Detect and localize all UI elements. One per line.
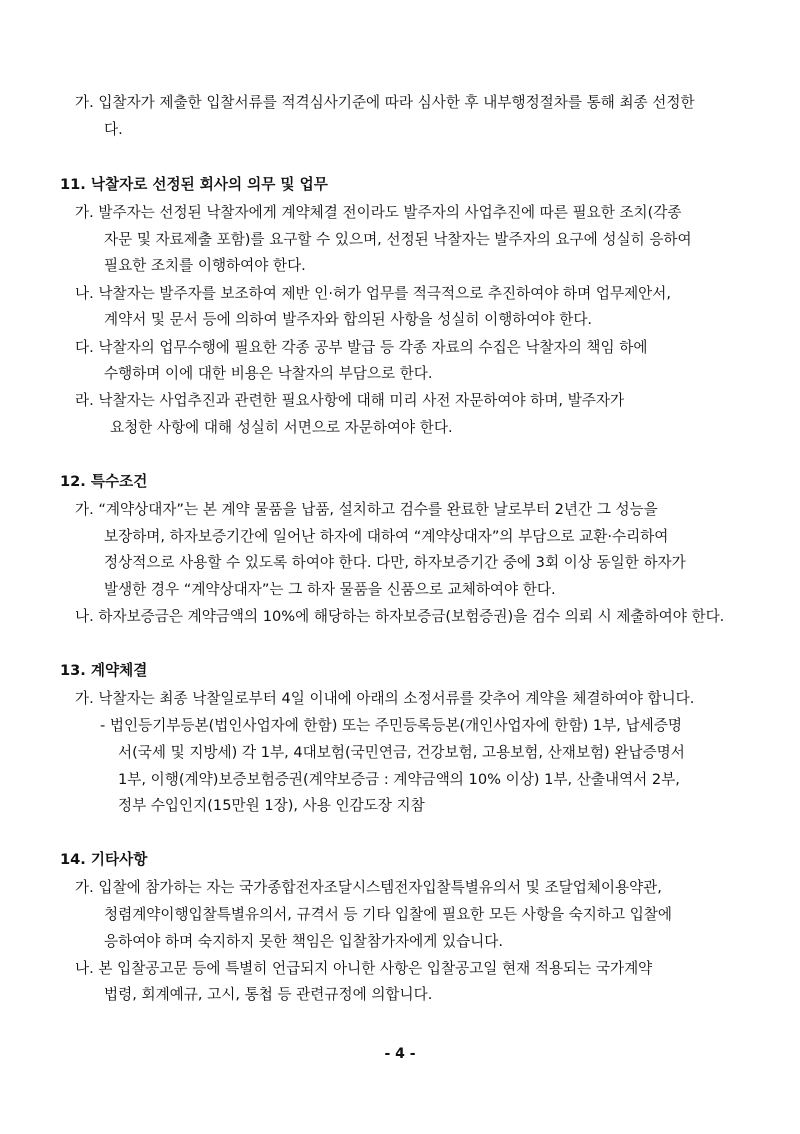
paragraph-line: 서(국세 및 지방세) 각 1부, 4대보험(국민연금, 건강보험, 고용보험, 산재보험) 완납증명서 bbox=[118, 744, 685, 761]
paragraph-line: 가. 발주자는 선정된 낙찰자에게 계약체결 전이라도 발주자의 사업추진에 따른 필요한 조치(각종 bbox=[75, 204, 682, 221]
paragraph-line: 1부, 이행(계약)보증보험증권(계약보증금 : 계약금액의 10% 이상) 1부, 산출내역서 2부, bbox=[118, 771, 680, 788]
paragraph-line: 다. 낙찰자의 업무수행에 필요한 각종 공부 발급 등 각종 자료의 수집은 낙찰자의 책임 하에 bbox=[75, 339, 648, 356]
section-heading-14: 14. 기타사항 bbox=[60, 851, 148, 868]
paragraph-line: 나. 낙찰자는 발주자를 보조하여 제반 인·허가 업무를 적극적으로 추진하여야 하며 업무제안서, bbox=[75, 285, 672, 302]
paragraph-line: 법령, 회계예규, 고시, 통첩 등 관련규정에 의합니다. bbox=[104, 986, 433, 1003]
paragraph-line: 정부 수입인지(15만원 1장), 사용 인감도장 지참 bbox=[118, 797, 425, 814]
paragraph-line: 계약서 및 문서 등에 의하여 발주자와 합의된 사항을 성실히 이행하여야 한다. bbox=[104, 311, 593, 328]
paragraph-line: 자문 및 자료제출 포함)를 요구할 수 있으며, 선정된 낙찰자는 발주자의 요구에 성실히 응하여 bbox=[104, 231, 692, 248]
paragraph-line: 가. “계약상대자”는 본 계약 물품을 납품, 설치하고 검수를 완료한 날로부터 2년간 그 성능을 bbox=[75, 501, 658, 518]
paragraph-line: 보장하며, 하자보증기간에 일어난 하자에 대하여 “계약상대자”의 부담으로 교환·수리하여 bbox=[104, 528, 669, 545]
paragraph-line: 다. bbox=[104, 121, 123, 138]
paragraph-line: 청렴계약이행입찰특별유의서, 규격서 등 기타 입찰에 필요한 모든 사항을 숙지하고 입찰에 bbox=[104, 906, 673, 923]
section-heading-11: 11. 낙찰자로 선정된 회사의 의무 및 업무 bbox=[60, 176, 328, 193]
paragraph-line: 라. 낙찰자는 사업추진과 관련한 필요사항에 대해 미리 사전 자문하여야 하며, 발주자가 bbox=[75, 392, 625, 409]
paragraph-line: 나. 하자보증금은 계약금액의 10%에 해당하는 하자보증금(보험증권)을 검수 의뢰 시 제출하여야 한다. bbox=[75, 608, 725, 625]
paragraph-line: 가. 입찰자가 제출한 입찰서류를 적격심사기준에 따라 심사한 후 내부행정절차를 통해 최종 선정한 bbox=[75, 94, 695, 111]
paragraph-line: - 법인등기부등본(법인사업자에 한함) 또는 주민등록등본(개인사업자에 한함) 1부, 납세증명 bbox=[100, 717, 682, 734]
paragraph-line: 정상적으로 사용할 수 있도록 하여야 한다. 다만, 하자보증기간 중에 3회 이상 동일한 하자가 bbox=[104, 554, 686, 571]
paragraph-line: 가. 낙찰자는 최종 낙찰일로부터 4일 이내에 아래의 소정서류를 갖추어 계약을 체결하여야 합니다. bbox=[75, 690, 695, 707]
page-number: - 4 - bbox=[384, 1046, 416, 1062]
paragraph-line: 가. 입찰에 참가하는 자는 국가종합전자조달시스템전자입찰특별유의서 및 조달업체이용약관, bbox=[75, 879, 662, 896]
paragraph-line: 요청한 사항에 대해 성실히 서면으로 자문하여야 한다. bbox=[110, 419, 453, 436]
paragraph-line: 나. 본 입찰공고문 등에 특별히 언급되지 아니한 사항은 입찰공고일 현재 적용되는 국가계약 bbox=[75, 960, 653, 977]
section-heading-12: 12. 특수조건 bbox=[60, 473, 148, 490]
paragraph-line: 응하여야 하며 숙지하지 못한 책임은 입찰참가자에게 있습니다. bbox=[104, 933, 504, 950]
paragraph-line: 수행하며 이에 대한 비용은 낙찰자의 부담으로 한다. bbox=[104, 365, 433, 382]
paragraph-line: 발생한 경우 “계약상대자”는 그 하자 물품을 신품으로 교체하여야 한다. bbox=[104, 581, 556, 598]
paragraph-line: 필요한 조치를 이행하여야 한다. bbox=[104, 257, 306, 274]
section-heading-13: 13. 계약체결 bbox=[60, 662, 148, 679]
